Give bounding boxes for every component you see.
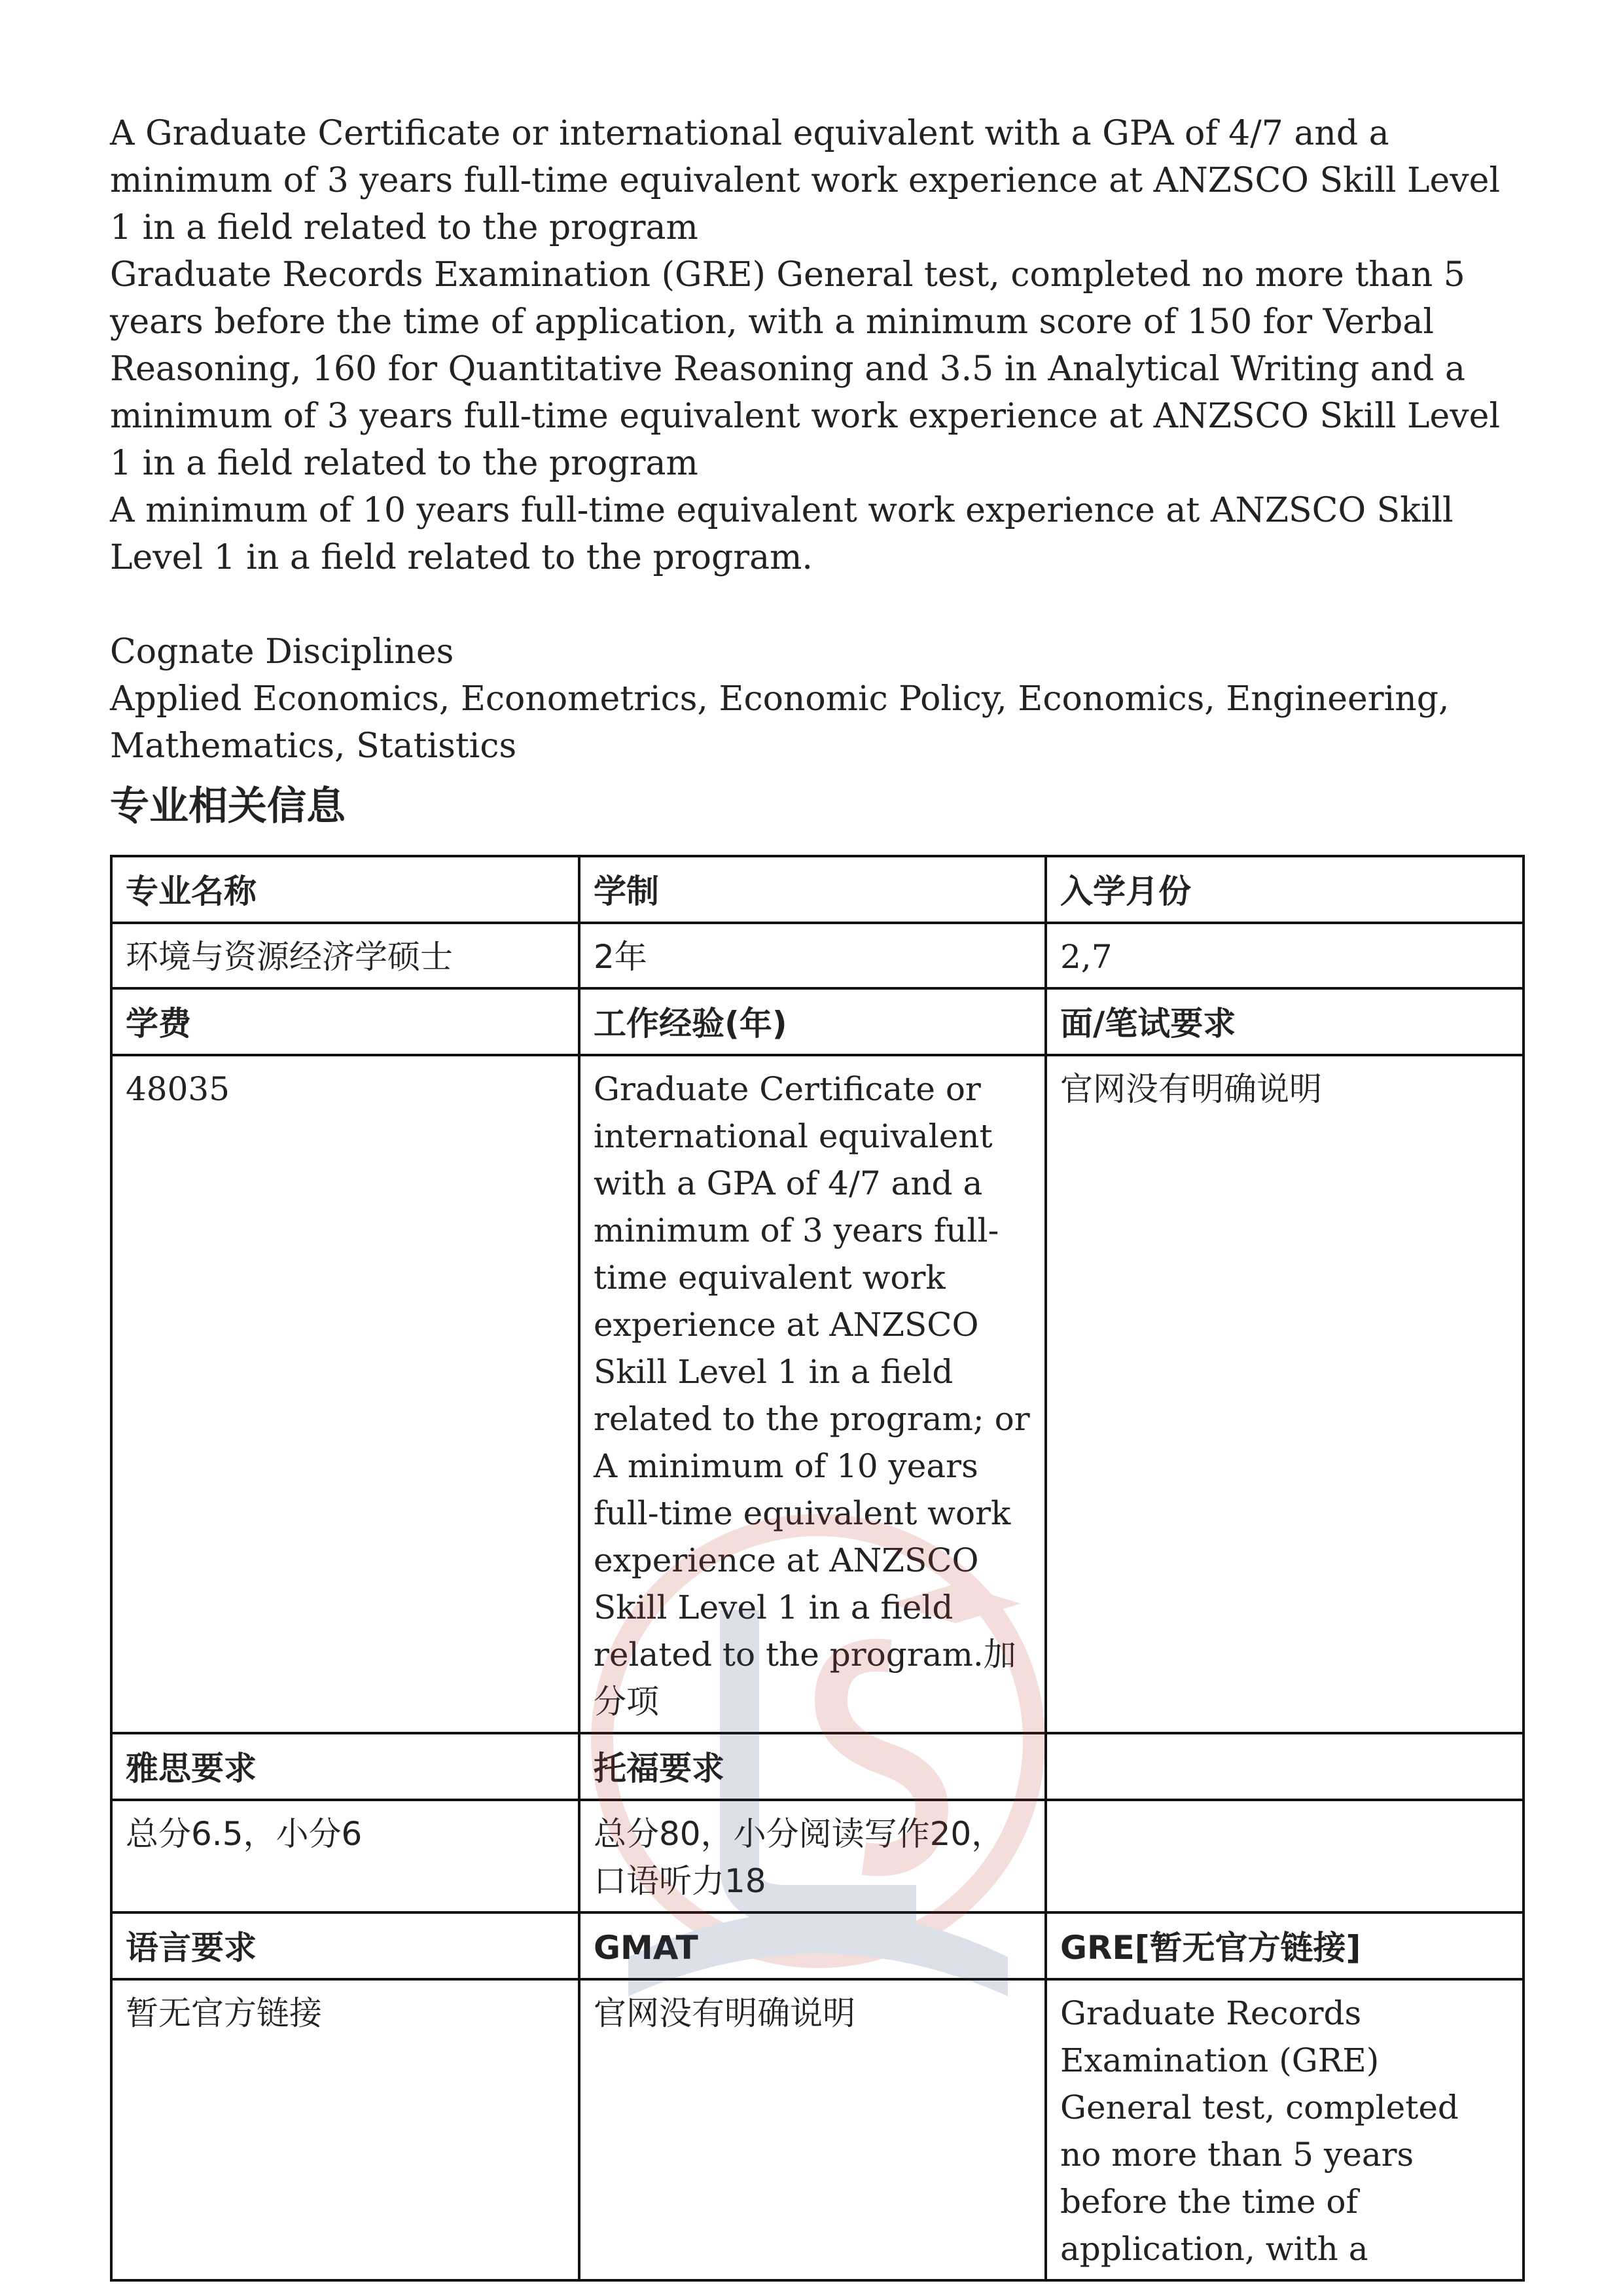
- value-toefl: 总分80，小分阅读写作20，口语听力18: [579, 1800, 1046, 1912]
- header-cell-gre: GRE[暂无官方链接]: [1046, 1912, 1524, 1979]
- table-row: [111, 923, 1524, 988]
- work-experience-option-2: A minimum of 10 years full-time equivalent work experience at ANZSCO Skill Level 1 in a field related to the program.加分项: [594, 1447, 1016, 1721]
- cognate-heading: Cognate Disciplines: [110, 632, 454, 672]
- value-tuition: 48035: [111, 1055, 579, 1733]
- intro-paragraph-2: Graduate Records Examination (GRE) General test, completed no more than 5 years before the time of application, with a minimum score of 150 for Verbal Reasoning, 160 for Quantitative Reasoning and 3.5 in Analytical Writing and a minimum of 3 years full-time equivalent work experience at ANZSCO Skill Level 1 in a field related to the program: [110, 255, 1501, 483]
- table-row: [111, 1912, 1524, 1979]
- header-cell-major-name: 专业名称: [111, 856, 579, 923]
- value-work-experience: [579, 1055, 1046, 1733]
- value-duration: 2年: [579, 923, 1046, 988]
- header-cell-intake-month: 入学月份: [1046, 856, 1524, 923]
- value-language: 暂无官方链接: [111, 1979, 579, 2280]
- value-gmat: 官网没有明确说明: [579, 1979, 1046, 2280]
- value-empty: [1046, 1800, 1524, 1912]
- header-cell-tuition: 学费: [111, 988, 579, 1055]
- cognate-list: Applied Economics, Econometrics, Economic Policy, Economics, Engineering, Mathematics, Statistics: [110, 679, 1450, 766]
- header-cell-gmat: GMAT: [579, 1912, 1046, 1979]
- intro-text: [110, 110, 1524, 770]
- program-info-table: [110, 855, 1525, 2282]
- intro-paragraph-1: A Graduate Certificate or international equivalent with a GPA of 4/7 and a minimum of 3 years full-time equivalent work experience at ANZSCO Skill Level 1 in a field related to the program: [110, 114, 1501, 247]
- table-row: [111, 1979, 1524, 2280]
- table-row: [111, 1800, 1524, 1912]
- intro-paragraph-3: A minimum of 10 years full-time equivalent work experience at ANZSCO Skill Level 1 in a field related to the program.: [110, 491, 1454, 577]
- header-cell-language: 语言要求: [111, 1912, 579, 1979]
- header-cell-work-experience: 工作经验(年): [579, 988, 1046, 1055]
- value-ielts: 总分6.5，小分6: [111, 1800, 579, 1912]
- table-row: [111, 1055, 1524, 1733]
- header-cell-interview-exam: 面/笔试要求: [1046, 988, 1524, 1055]
- table-row: [111, 1733, 1524, 1800]
- table-row: [111, 988, 1524, 1055]
- value-major-name: 环境与资源经济学硕士: [111, 923, 579, 988]
- value-interview-exam: 官网没有明确说明: [1046, 1055, 1524, 1733]
- value-gre: Graduate Records Examination (GRE) General test, completed no more than 5 years before the time of application, with a: [1046, 1979, 1524, 2280]
- bonus-label: 加分项: [594, 1636, 1016, 1721]
- header-cell-toefl: 托福要求: [579, 1733, 1046, 1800]
- header-cell-empty: [1046, 1733, 1524, 1800]
- section-title: 专业相关信息: [110, 783, 346, 829]
- work-experience-option-1: Graduate Certificate or international equivalent with a GPA of 4/7 and a minimum of 3 years full-time equivalent work experience at ANZSCO Skill Level 1 in a field related to the program; or: [594, 1070, 1030, 1438]
- header-cell-duration: 学制: [579, 856, 1046, 923]
- header-cell-ielts: 雅思要求: [111, 1733, 579, 1800]
- value-intake-month: 2,7: [1046, 923, 1524, 988]
- table-row: [111, 856, 1524, 923]
